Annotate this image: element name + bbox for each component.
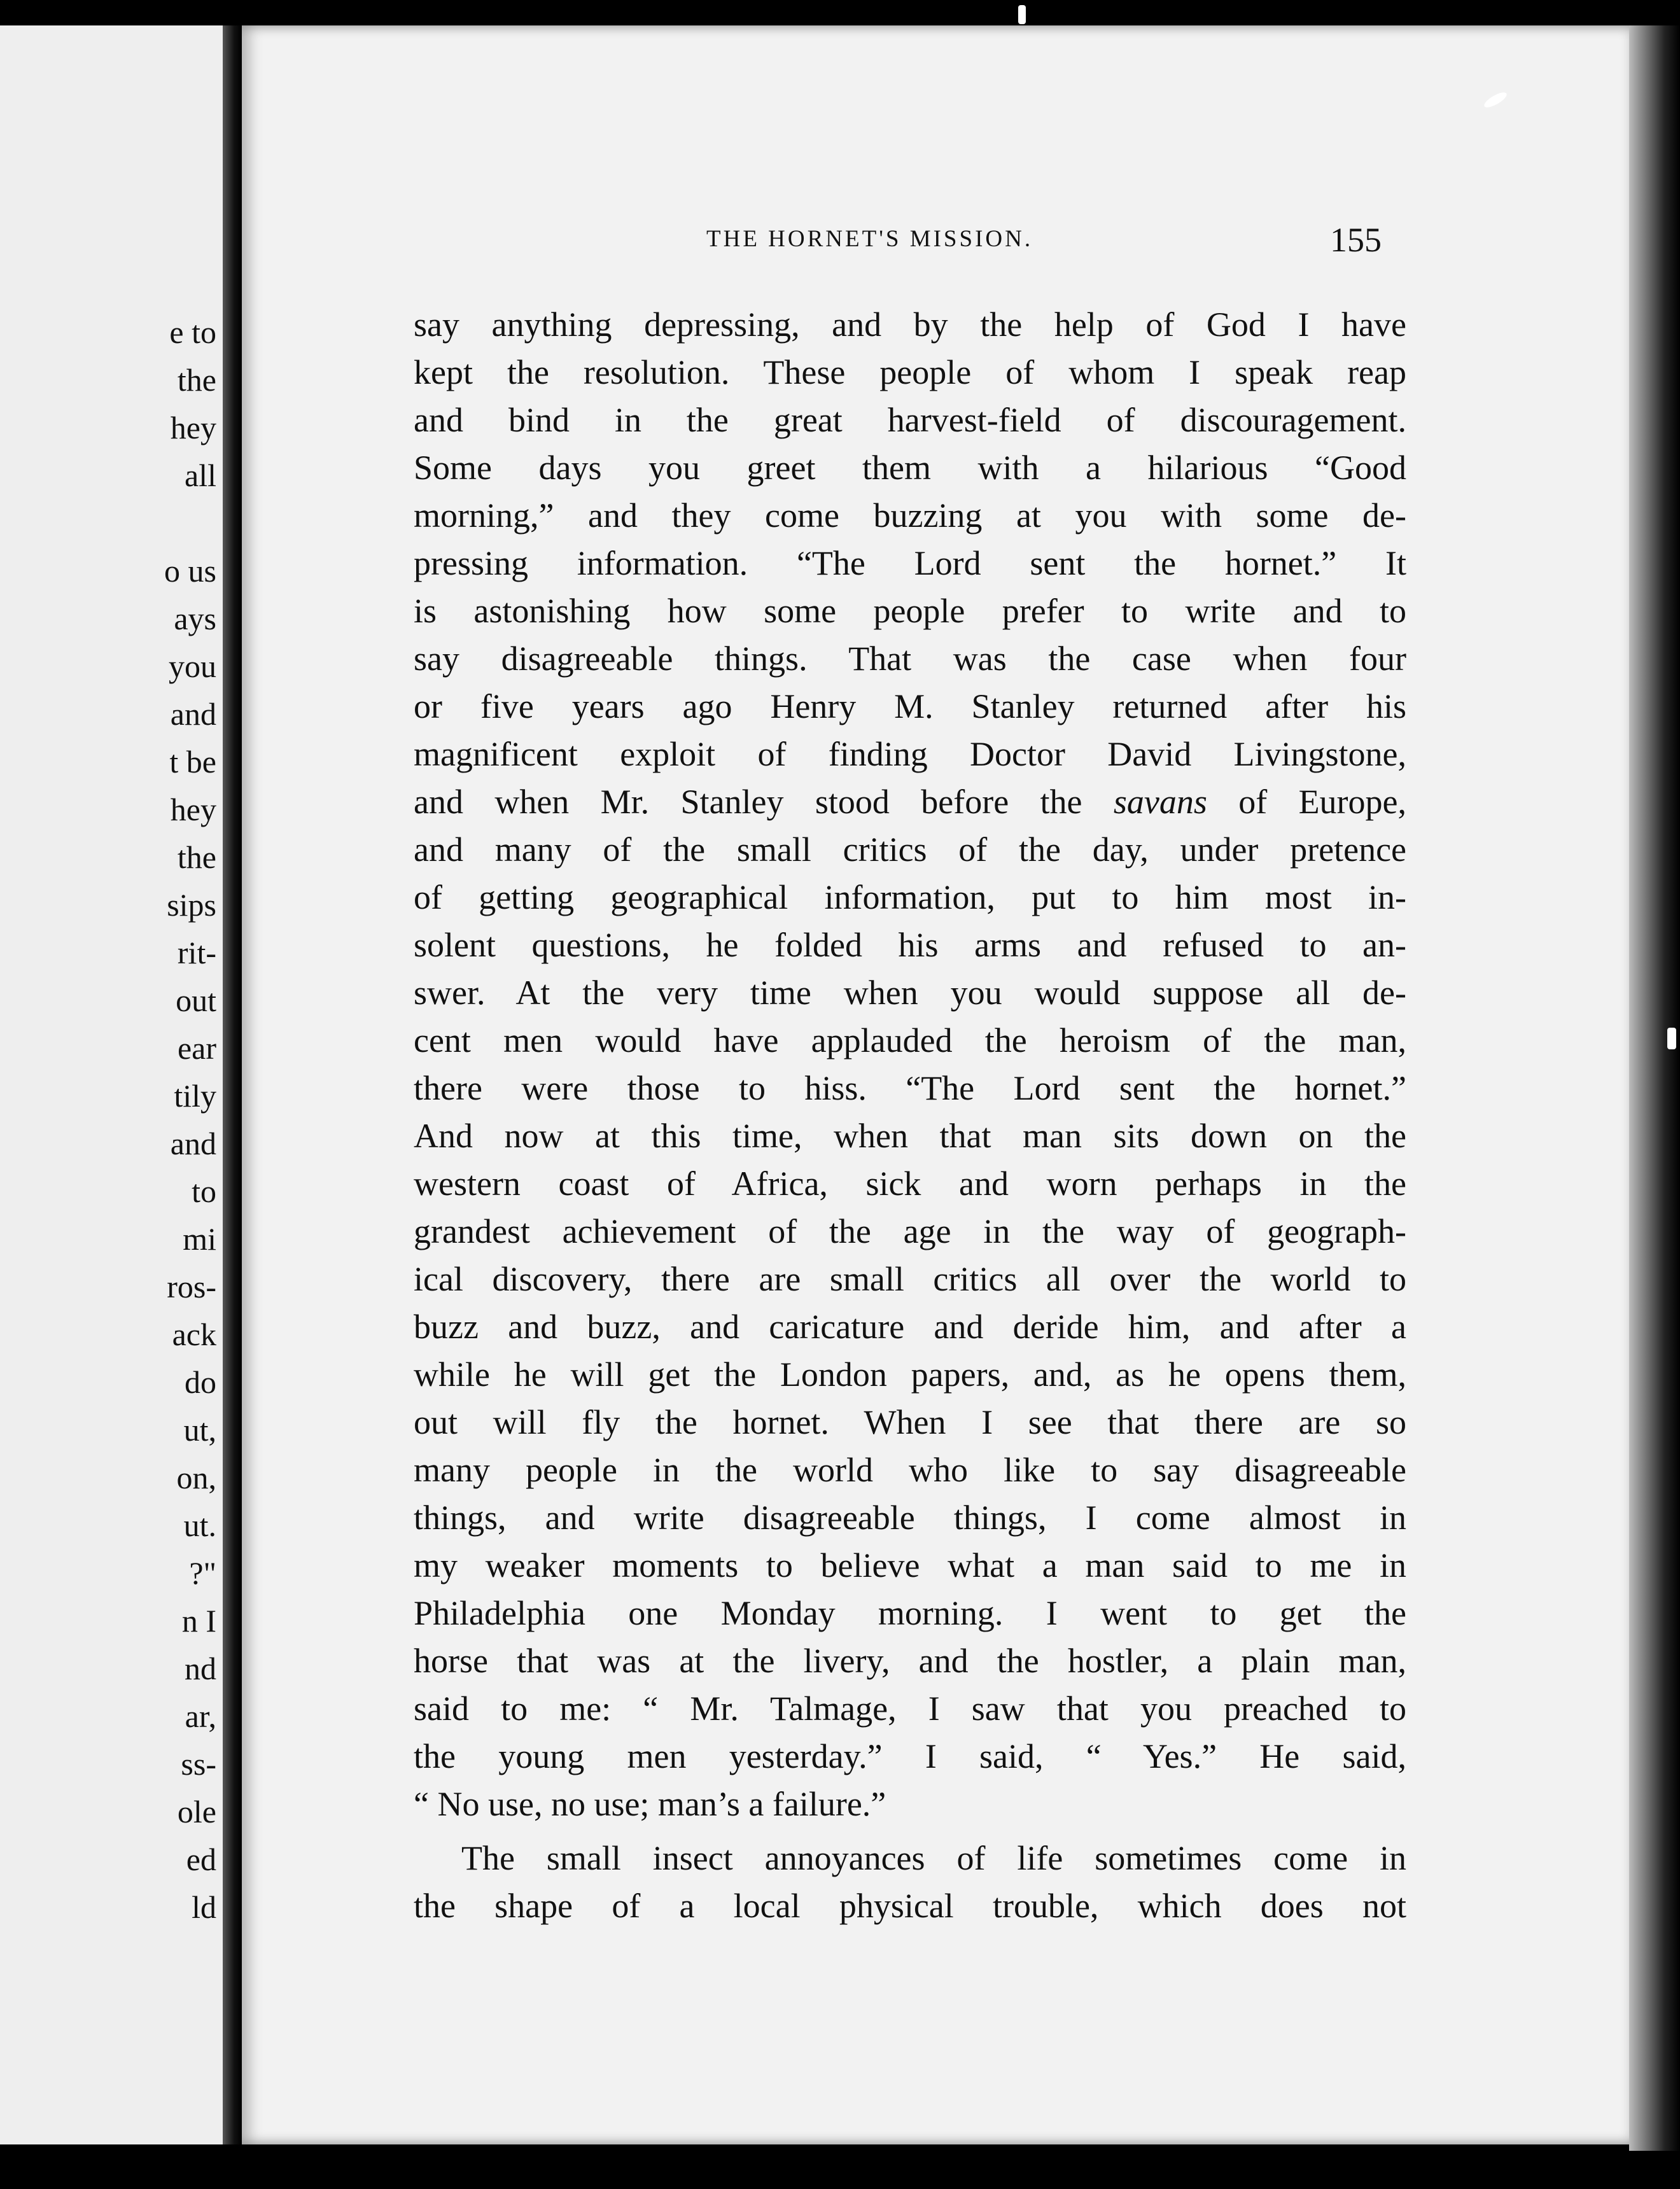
text-line: magnificent exploit of finding Doctor David Livingstone, xyxy=(414,735,1406,773)
text-line: things, and write disagreeable things, I come almost in xyxy=(414,1499,1406,1537)
text-line: and many of the small critics of the day, under pretence xyxy=(414,830,1406,869)
left-line: out xyxy=(176,983,216,1018)
left-line: ed xyxy=(186,1842,216,1877)
scan-mark xyxy=(1667,1028,1676,1049)
left-line: and xyxy=(170,1126,216,1161)
left-line: the xyxy=(177,839,216,875)
left-line: the xyxy=(177,362,216,398)
left-line: o us xyxy=(164,553,216,589)
left-line: n I xyxy=(181,1603,216,1639)
left-line: ld xyxy=(192,1889,216,1925)
text-line: my weaker moments to believe what a man said to me in xyxy=(414,1546,1406,1584)
left-line: rit- xyxy=(177,935,216,970)
left-line: nd xyxy=(185,1651,216,1686)
left-line: sips xyxy=(167,887,216,923)
left-line: you xyxy=(169,648,216,684)
text-line: Some days you greet them with a hilarious “Good xyxy=(414,449,1406,487)
left-line: ar, xyxy=(185,1698,216,1734)
text-line: while he will get the London papers, and, as he opens them, xyxy=(414,1355,1406,1394)
page-number: 155 xyxy=(1330,221,1382,259)
text-line: ical discovery, there are small critics all over the world to xyxy=(414,1260,1406,1298)
scan-mark xyxy=(1018,5,1026,24)
left-line: ros- xyxy=(167,1269,216,1304)
page-edge-shadow xyxy=(1629,25,1680,2151)
left-line: tily xyxy=(174,1078,216,1114)
text-line: Philadelphia one Monday morning. I went to get the xyxy=(414,1594,1406,1632)
text-line: and bind in the great harvest-field of discouragement. xyxy=(414,401,1406,439)
left-line: ss- xyxy=(181,1746,216,1782)
text-line: And now at this time, when that man sits down on the xyxy=(414,1117,1406,1155)
left-line: all xyxy=(185,458,216,493)
text-line: “ No use, no use; man’s a failure.” xyxy=(414,1785,886,1823)
text-line: western coast of Africa, sick and worn perhaps in the xyxy=(414,1164,1406,1203)
text-line: there were those to hiss. “The Lord sent the hornet.” xyxy=(414,1069,1406,1107)
text-line: the shape of a local physical trouble, which does not xyxy=(414,1887,1406,1925)
book-gutter xyxy=(223,25,242,2144)
left-line: ut, xyxy=(183,1412,216,1448)
text-line: grandest achievement of the age in the way of geograph- xyxy=(414,1212,1406,1250)
left-line: on, xyxy=(176,1460,216,1495)
running-head: THE HORNET'S MISSION. xyxy=(706,226,1033,252)
text-line: kept the resolution. These people of whom I speak reap xyxy=(414,353,1406,391)
left-line: ays xyxy=(174,601,216,636)
text-line: said to me: “ Mr. Talmage, I saw that you preached to xyxy=(414,1689,1406,1728)
text-line: many people in the world who like to say disagreeable xyxy=(414,1451,1406,1489)
left-line: hey xyxy=(170,792,216,827)
left-line: ack xyxy=(172,1317,216,1352)
text-line: pressing information. “The Lord sent the hornet.” It xyxy=(414,544,1406,582)
text-line: horse that was at the livery, and the hostler, a plain man, xyxy=(414,1642,1406,1680)
text-line: The small insect annoyances of life sometimes come in xyxy=(461,1839,1406,1877)
text-line: say disagreeable things. That was the case when four xyxy=(414,640,1406,678)
left-line: ear xyxy=(177,1030,216,1066)
text-line: cent men would have applauded the heroism of the man, xyxy=(414,1021,1406,1060)
text-line: say anything depressing, and by the help of God I have xyxy=(414,305,1406,344)
left-line: ut. xyxy=(183,1507,216,1543)
left-line: hey xyxy=(170,410,216,445)
left-line: e to xyxy=(169,314,216,350)
text-line: out will fly the hornet. When I see that there are so xyxy=(414,1403,1406,1441)
text-line: and when Mr. Stanley stood before the savans of Europe, xyxy=(414,783,1407,821)
text-line: is astonishing how some people prefer to write and to xyxy=(414,592,1406,630)
left-line: and xyxy=(170,696,216,732)
scan-border xyxy=(0,0,1680,25)
text-line: or five years ago Henry M. Stanley returned after his xyxy=(414,687,1406,725)
left-line: do xyxy=(185,1364,216,1400)
left-line: mi xyxy=(183,1221,216,1257)
text-line: swer. At the very time when you would suppose all de- xyxy=(414,974,1406,1012)
text-line: solent questions, he folded his arms and refused to an- xyxy=(414,926,1406,964)
left-line: ?" xyxy=(189,1555,216,1591)
text-line: morning,” and they come buzzing at you with some de- xyxy=(414,496,1406,535)
text-line: the young men yesterday.” I said, “ Yes.” He said, xyxy=(414,1737,1406,1775)
left-page-fragment xyxy=(0,25,235,2144)
left-line: ole xyxy=(177,1794,216,1829)
text-line: buzz and buzz, and caricature and deride him, and after a xyxy=(414,1308,1406,1346)
left-line: to xyxy=(192,1173,216,1209)
left-line: t be xyxy=(169,744,216,780)
text-line: of getting geographical information, put to him most in- xyxy=(414,878,1406,916)
